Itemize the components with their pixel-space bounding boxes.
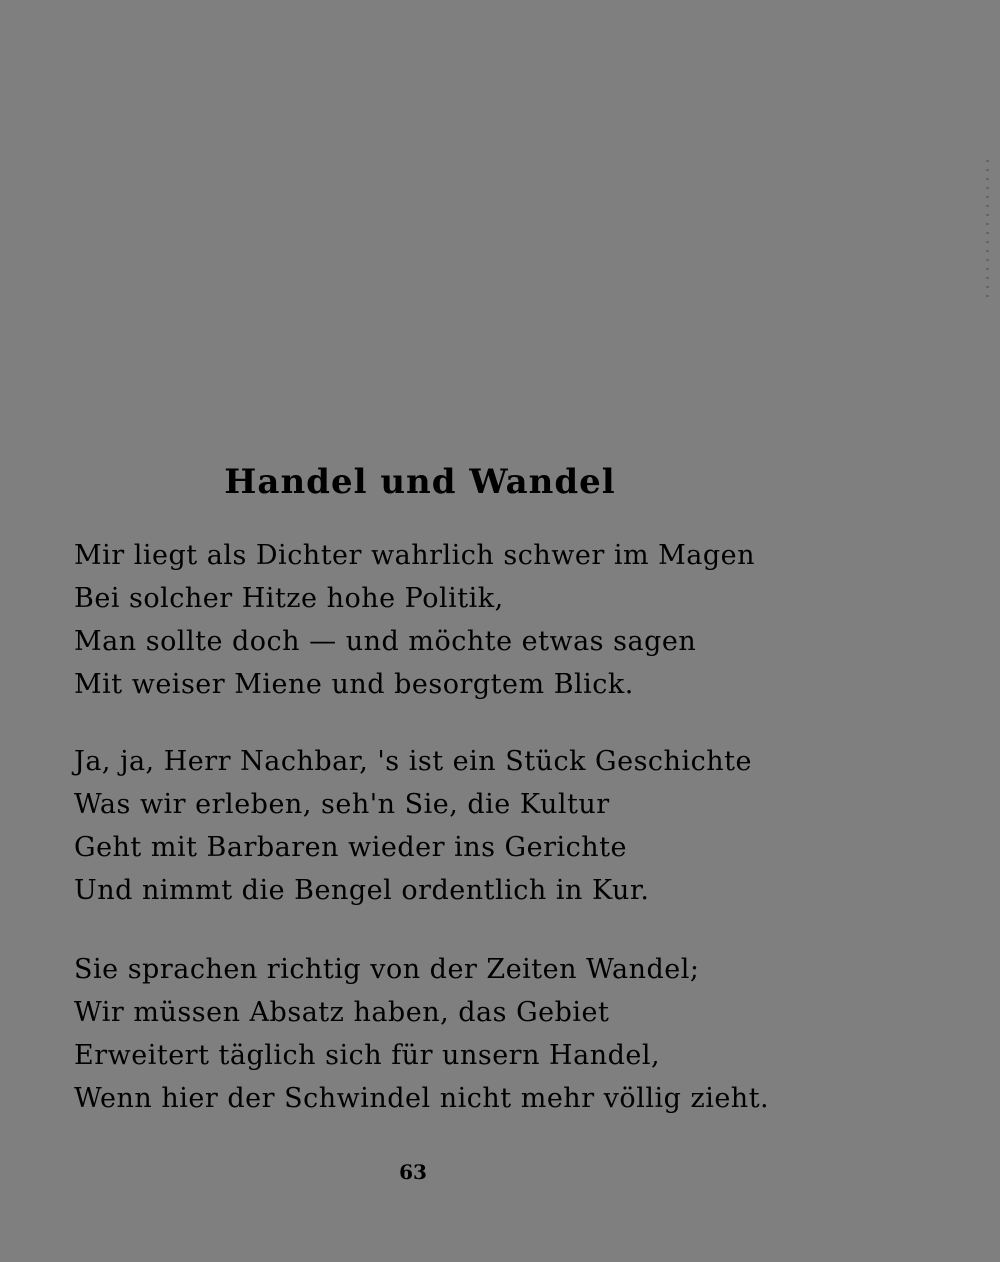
verse-line: Mir liegt als Dichter wahrlich schwer im Magen bbox=[74, 540, 756, 571]
stanza-2 bbox=[74, 740, 814, 912]
verse-line: Sie sprachen richtig von der Zeiten Wandel; bbox=[74, 954, 700, 985]
verse-line: Mit weiser Miene und besorgtem Blick. bbox=[74, 669, 634, 700]
verse-line: Wenn hier der Schwindel nicht mehr völlig zieht. bbox=[74, 1083, 770, 1114]
page-edge-marks bbox=[986, 160, 989, 300]
verse-line: Und nimmt die Bengel ordentlich in Kur. bbox=[74, 875, 650, 906]
stanza-3 bbox=[74, 948, 814, 1120]
verse-line: Man sollte doch — und möchte etwas sagen bbox=[74, 626, 697, 657]
verse-line: Wir müssen Absatz haben, das Gebiet bbox=[74, 997, 610, 1028]
verse-line: Erweitert täglich sich für unsern Handel, bbox=[74, 1040, 661, 1071]
verse-line: Bei solcher Hitze hohe Politik, bbox=[74, 583, 504, 614]
poem-title: Handel und Wandel bbox=[224, 462, 616, 502]
stanza-1 bbox=[74, 534, 814, 706]
verse-line: Was wir erleben, seh'n Sie, die Kultur bbox=[74, 789, 610, 820]
page-number: 63 bbox=[399, 1160, 427, 1184]
verse-line: Geht mit Barbaren wieder ins Gerichte bbox=[74, 832, 627, 863]
verse-line: Ja, ja, Herr Nachbar, 's ist ein Stück Geschichte bbox=[74, 746, 752, 777]
